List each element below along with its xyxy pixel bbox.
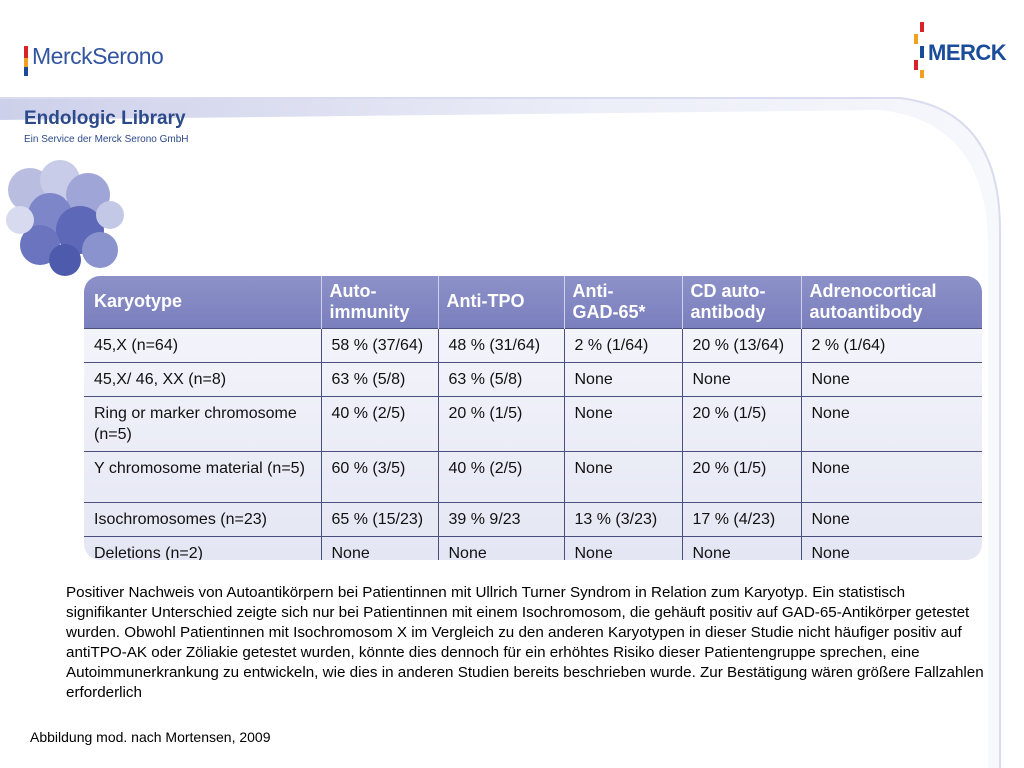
merck-serono-logo — [24, 38, 163, 74]
protein-molecule-image — [0, 150, 140, 290]
header-label: CD auto- antibody — [690, 280, 766, 322]
table-cell: None — [801, 536, 982, 560]
header-label: Adrenocortical autoantibody — [809, 280, 937, 322]
table-cell: 20 % (1/5) — [682, 451, 801, 502]
table-cell: 45,X/ 46, XX (n=8) — [84, 362, 321, 396]
table-cell: 20 % (1/5) — [438, 396, 564, 451]
logo-bar-icon — [24, 46, 28, 76]
table-row — [84, 502, 982, 536]
autoantibody-table — [84, 276, 982, 560]
header-label: Karyotype — [94, 291, 183, 312]
table-cell: None — [321, 536, 438, 560]
table-cell: 13 % (3/23) — [564, 502, 682, 536]
merck-logo — [912, 20, 1008, 80]
header-autoimmunity — [321, 276, 438, 328]
table-cell: None — [801, 502, 982, 536]
figure-caption: Positiver Nachweis von Autoantikörpern bei Patientinnen mit Ullrich Turner Syndrom in Relation zum Karyotyp. Ein statistisch signifikanter Unterschied zeigte sich nur bei Patientinnen mit einem Isochromosom, die gehäuft positiv auf GAD-65-Antikörper getestet wurden. Obwohl Patientinnen mit Isochromosom X im Vergleich zu den anderen Karyotypen in dieser Studie nicht häufiger positiv auf antiTPO-AK oder Zöliakie getestet wurden, könnte dies dennoch für ein erhöhtes Risiko dieser Patientengruppe sprechen, eine Autoimmunerkrankung zu entwickeln, wie dies in anderen Studien bereits beschrieben wurde. Zur Bestätigung wären größere Fallzahlen erforderlich — [66, 584, 984, 701]
table-row — [84, 451, 982, 502]
table-cell: 2 % (1/64) — [801, 328, 982, 362]
table-cell: None — [682, 536, 801, 560]
table-cell: None — [564, 362, 682, 396]
table-cell: Ring or marker chromosome (n=5) — [84, 396, 321, 451]
table-cell: None — [682, 362, 801, 396]
library-title: Endologic Library — [24, 108, 186, 129]
table-cell: 45,X (n=64) — [84, 328, 321, 362]
table-cell: None — [438, 536, 564, 560]
table-cell: Y chromosome material (n=5) — [84, 451, 321, 502]
header-karyotype — [84, 276, 321, 328]
table-cell: 63 % (5/8) — [438, 362, 564, 396]
table-cell: 60 % (3/5) — [321, 451, 438, 502]
header-label: Anti- GAD-65* — [572, 280, 646, 322]
table-header-row — [84, 276, 982, 328]
table-cell: 40 % (2/5) — [438, 451, 564, 502]
library-subtitle: Ein Service der Merck Serono GmbH — [24, 134, 189, 145]
header-anti-tpo — [438, 276, 564, 328]
table-cell: None — [801, 362, 982, 396]
table-cell: None — [564, 451, 682, 502]
table-row — [84, 362, 982, 396]
header-anti-gad65 — [564, 276, 682, 328]
merck-serono-wordmark: MerckSerono — [32, 42, 164, 69]
table-cell: 48 % (31/64) — [438, 328, 564, 362]
table-cell: 65 % (15/23) — [321, 502, 438, 536]
table-cell: Deletions (n=2) — [84, 536, 321, 560]
header-label: Auto- immunity — [329, 280, 410, 322]
merck-wordmark: MERCK — [928, 40, 1007, 65]
table-cell: None — [801, 396, 982, 451]
header-adrenocortical — [801, 276, 982, 328]
table-cell: None — [564, 396, 682, 451]
table-cell: 20 % (13/64) — [682, 328, 801, 362]
table-cell: 58 % (37/64) — [321, 328, 438, 362]
table-cell: 39 % 9/23 — [438, 502, 564, 536]
table-cell: 17 % (4/23) — [682, 502, 801, 536]
table-cell: 63 % (5/8) — [321, 362, 438, 396]
table-cell: 2 % (1/64) — [564, 328, 682, 362]
table-cell: Isochromosomes (n=23) — [84, 502, 321, 536]
source-citation: Abbildung mod. nach Mortensen, 2009 — [30, 729, 271, 745]
table-row — [84, 396, 982, 451]
table-row — [84, 536, 982, 560]
table-cell: 40 % (2/5) — [321, 396, 438, 451]
header-label: Anti-TPO — [446, 291, 525, 312]
table-cell: 20 % (1/5) — [682, 396, 801, 451]
table-row — [84, 328, 982, 362]
table-cell: None — [801, 451, 982, 502]
table-cell: None — [564, 536, 682, 560]
header-cd-autoantibody — [682, 276, 801, 328]
